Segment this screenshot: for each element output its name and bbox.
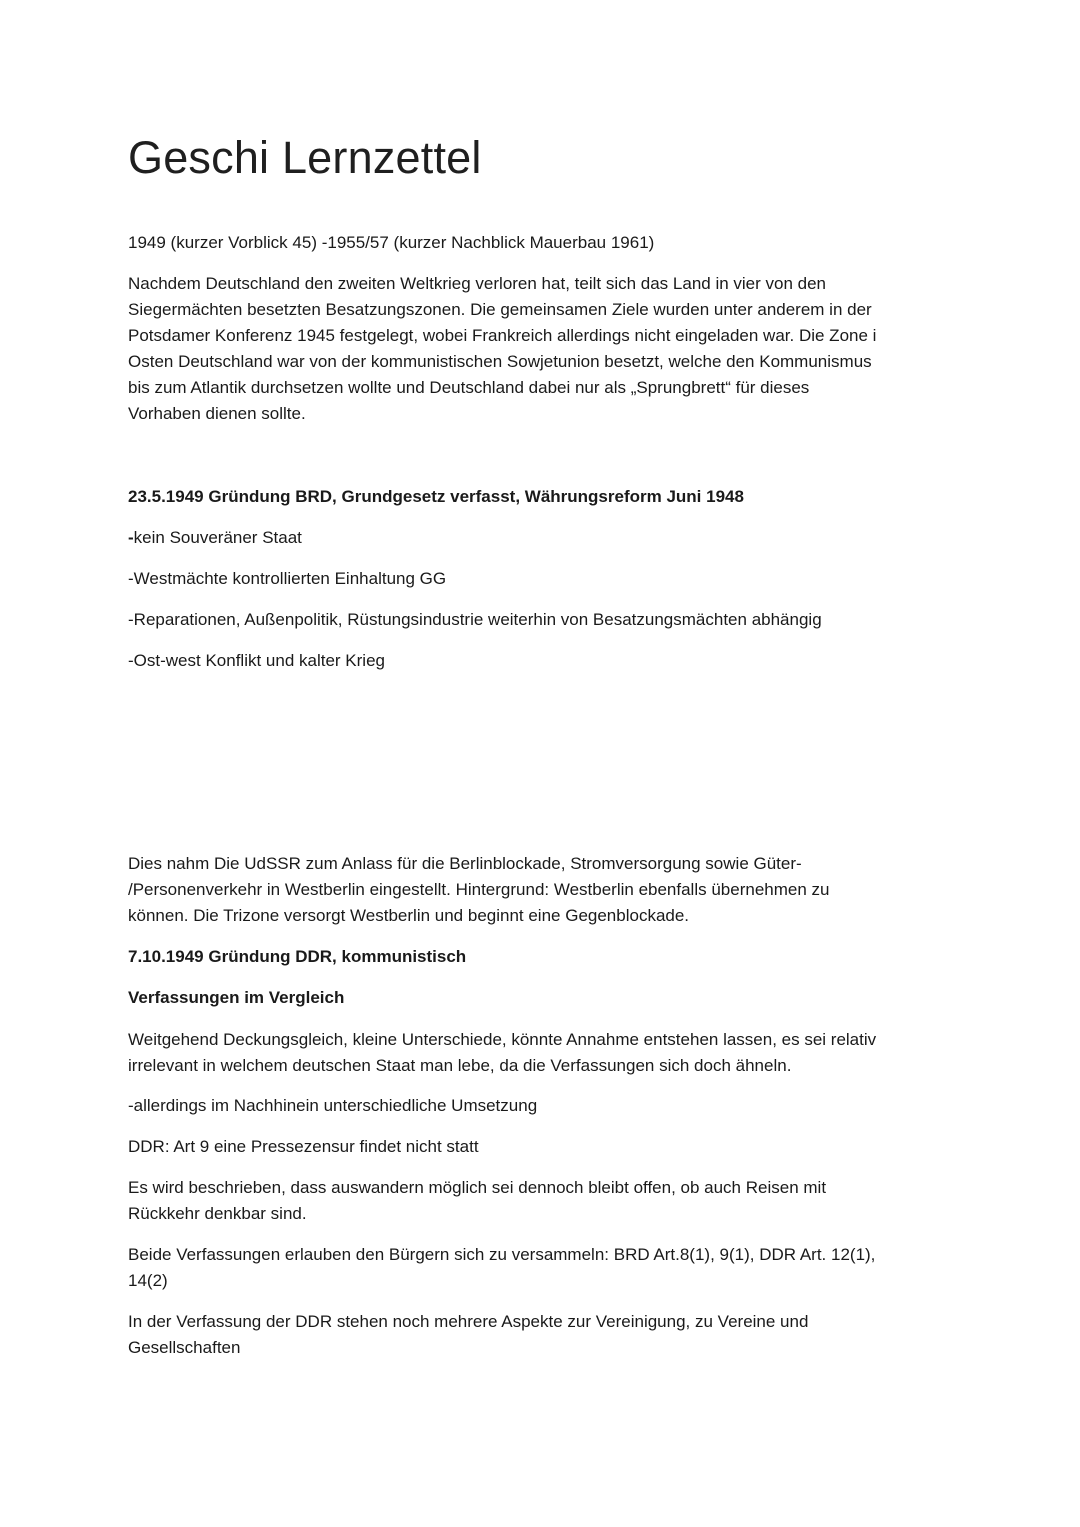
brd-point: -Westmächte kontrollierten Einhaltung GG — [128, 569, 447, 588]
brd-point — [128, 525, 943, 551]
assembly-line: Beide Verfassungen erlauben den Bürgern sich zu versammeln: BRD Art.8(1), 9(1), DDR Art. 12(1), — [128, 1245, 876, 1264]
emigration-line: Rückkehr denkbar sind. — [128, 1204, 307, 1223]
compare-paragraph — [128, 1027, 943, 1079]
emigration-line: Es wird beschrieben, dass auswandern möglich sei dennoch bleibt offen, ob auch Reisen mit — [128, 1178, 827, 1197]
association-line: In der Verfassung der DDR stehen noch mehrere Aspekte zur Vereinigung, zu Vereine und — [128, 1312, 809, 1331]
intro-paragraph — [128, 271, 943, 427]
blockade-line: können. Die Trizone versorgt Westberlin und beginnt eine Gegenblockade. — [128, 906, 690, 925]
ddr-heading: 7.10.1949 Gründung DDR, kommunistisch — [128, 947, 467, 966]
blockade-paragraph — [128, 851, 943, 929]
period-line: 1949 (kurzer Vorblick 45) -1955/57 (kurzer Nachblick Mauerbau 1961) — [128, 233, 655, 252]
compare-line: irrelevant in welchem deutschen Staat man lebe, da die Verfassungen sich doch ähneln. — [128, 1056, 792, 1075]
intro-line: Nachdem Deutschland den zweiten Weltkrieg verloren hat, teilt sich das Land in vier von den — [128, 274, 827, 293]
blockade-line: Dies nahm Die UdSSR zum Anlass für die Berlinblockade, Stromversorgung sowie Güter- — [128, 854, 802, 873]
brd-heading: 23.5.1949 Gründung BRD, Grundgesetz verfasst, Währungsreform Juni 1948 — [128, 487, 744, 506]
emigration-paragraph — [128, 1175, 943, 1227]
intro-line: bis zum Atlantik durchsetzen wollte und Deutschland dabei nur als „Sprungbrett“ für dieses — [128, 378, 810, 397]
blockade-line: /Personenverkehr in Westberlin eingestellt. Hintergrund: Westberlin ebenfalls übernehmen zu — [128, 880, 830, 899]
brd-point-text: kein Souveräner Staat — [133, 528, 302, 547]
intro-line: Vorhaben dienen sollte. — [128, 404, 306, 423]
implementation-line: -allerdings im Nachhinein unterschiedliche Umsetzung — [128, 1096, 538, 1115]
assembly-paragraph — [128, 1242, 943, 1294]
intro-line: Siegermächten besetzten Besatzungszonen. Die gemeinsamen Ziele wurden unter anderem in der — [128, 300, 872, 319]
association-paragraph — [128, 1309, 943, 1361]
document-title: Geschi Lernzettel — [128, 132, 482, 183]
brd-point-dash: - — [128, 528, 134, 547]
intro-line: Potsdamer Konferenz 1945 festgelegt, wobei Frankreich allerdings nicht eingeladen war. Die Zone i — [128, 326, 877, 345]
intro-line: Osten Deutschland war von der kommunistischen Sowjetunion besetzt, welche den Kommunismus — [128, 352, 872, 371]
association-line: Gesellschaften — [128, 1338, 241, 1357]
compare-line: Weitgehend Deckungsgleich, kleine Unterschiede, könnte Annahme entstehen lassen, es sei relativ — [128, 1030, 877, 1049]
brd-point: -Reparationen, Außenpolitik, Rüstungsindustrie weiterhin von Besatzungsmächten abhängig — [128, 610, 822, 629]
compare-heading: Verfassungen im Vergleich — [128, 988, 345, 1007]
assembly-line: 14(2) — [128, 1271, 168, 1290]
ddr-art9-line: DDR: Art 9 eine Pressezensur findet nicht statt — [128, 1137, 479, 1156]
brd-point: -Ost-west Konflikt und kalter Krieg — [128, 651, 385, 670]
